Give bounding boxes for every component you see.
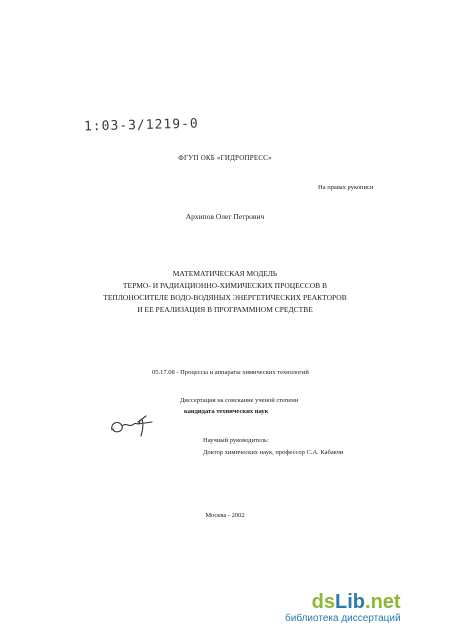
title-line-1: МАТЕМАТИЧЕСКАЯ МОДЕЛЬ: [172, 269, 278, 278]
title-line-2: ТЕРМО- И РАДИАЦИОННО-ХИМИЧЕСКИХ ПРОЦЕССОВ В: [122, 281, 328, 290]
degree-statement: [180, 395, 298, 417]
degree-line-1: Диссертация на соискание ученой степени: [180, 397, 299, 404]
author-name: Архипов Олег Петрович: [185, 212, 265, 221]
signature-icon: [108, 410, 160, 440]
degree-line-2: кандидата технических наук: [184, 408, 269, 415]
title-line-4: И ЕЕ РЕАЛИЗАЦИЯ В ПРОГРАММНОМ СРЕДСТВЕ: [137, 305, 313, 314]
title-line-3: ТЕПЛОНОСИТЕЛЕ ВОДО-ВОДЯНЫХ ЭНЕРГЕТИЧЕСКИХ РЕАКТОРОВ: [103, 293, 347, 302]
dslib-caption: библиотека диссертаций: [285, 613, 401, 624]
city-year: Москва - 2002: [205, 512, 245, 519]
organization-name: ФГУП ОКБ «ГИДРОПРЕСС»: [178, 154, 272, 162]
dissertation-title: [60, 268, 390, 316]
rights-note: На правах рукописи: [318, 184, 374, 191]
dslib-logo: dsLib.net: [311, 591, 401, 613]
handwritten-archive-stamp: 1:03-3/1219-0: [83, 116, 199, 135]
supervisor-name: Доктор химических наук, профессор С.А. Кабакчи: [203, 449, 344, 456]
supervisor-label: Научный руководитель:: [203, 437, 269, 444]
specialty-code: 05.17.08 - Процессы и аппараты химических технологий: [152, 369, 309, 376]
supervisor-block: [203, 435, 343, 459]
dslib-watermark-link[interactable]: [285, 592, 401, 624]
